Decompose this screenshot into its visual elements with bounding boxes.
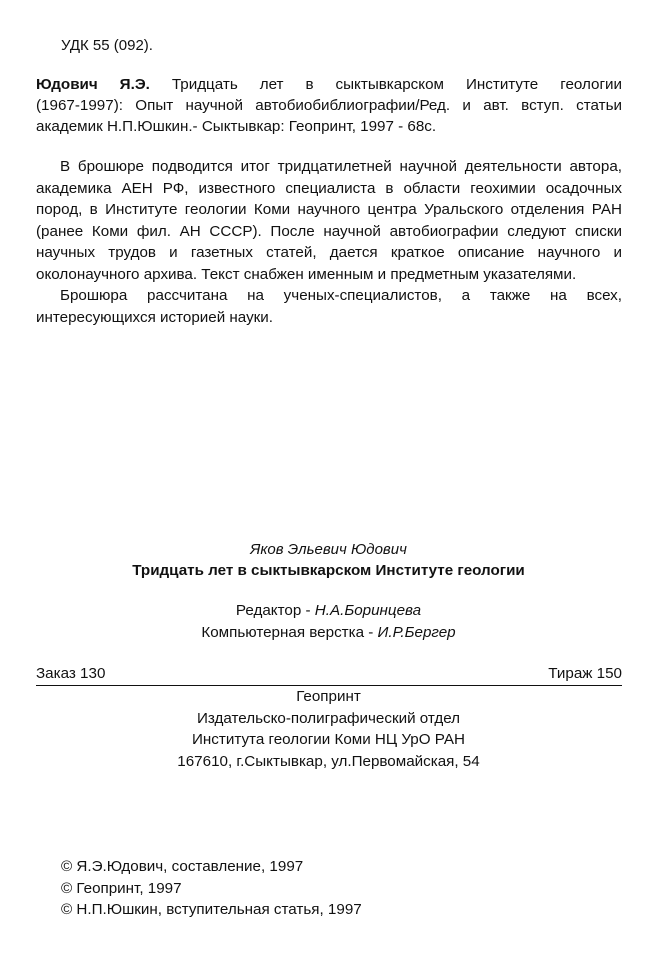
bibliographic-line-3: академик Н.П.Юшкин.- Сыктывкар: Геопринт, 1997 - 68с. <box>36 118 437 135</box>
publisher-department-line-1: Издательско-полиграфический отдел <box>196 709 461 727</box>
publisher-department-line-2: Института геологии Коми НЦ УрО РАН <box>192 731 465 748</box>
abstract-paragraph-1: В брошюре подводится итог тридцатилетней научной деятельности автора, академика АЕН РФ, известного специалиста в области геохимии осадочных пород, в Институте геологии Коми научного центра Уральского отделения РАН (ранее Коми фил. АН СССР). После научной автобиографии следуют списки научных трудов и газетных статей, дается краткое описание научного и околонаучного архива. Текст снабжен именным и предметным указателями. <box>36 158 622 283</box>
credits <box>0 600 657 644</box>
publisher-address: 167610, г.Сыктывкар, ул.Первомайская, 54 <box>177 752 480 770</box>
copyright-line: © Геопринт, 1997 <box>61 879 182 897</box>
colophon <box>0 540 657 582</box>
publisher-name: Геопринт <box>296 688 361 705</box>
print-run: Тираж 150 <box>548 665 622 682</box>
copyright-line: © Я.Э.Юдович, составление, 1997 <box>61 858 304 875</box>
abstract-paragraph-2: Брошюра рассчитана на ученых-специалистов, а также на всех, интересующихся историей науки. <box>36 287 622 326</box>
copyright-line: © Н.П.Юшкин, вступительная статья, 1997 <box>61 901 362 918</box>
udk-code: УДК 55 (092). <box>61 37 153 54</box>
publisher-info <box>0 686 657 772</box>
editor-name: Н.А.Боринцева <box>314 602 422 619</box>
abstract <box>36 156 622 328</box>
order-number: Заказ 130 <box>36 665 106 682</box>
layout-label: Компьютерная верстка - <box>201 624 378 641</box>
bibliographic-line-2: (1967-1997): Опыт научной автобиобиблиографии/Ред. и авт. вступ. статьи <box>36 97 622 114</box>
copyright-notices <box>61 856 362 921</box>
bibliographic-author: Юдович Я.Э. <box>36 76 150 93</box>
layout-name: И.Р.Бергер <box>377 624 456 641</box>
bibliographic-title: Тридцать лет в сыктывкарском Институте геологии <box>171 76 622 93</box>
colophon-author: Яков Эльевич Юдович <box>250 541 407 558</box>
colophon-book-title: Тридцать лет в сыктывкарском Институте геологии <box>132 562 525 579</box>
bibliographic-record <box>36 74 622 137</box>
bibliographic-title-line <box>36 74 622 95</box>
order-print-run-row <box>36 664 622 686</box>
editor-line <box>0 600 657 622</box>
layout-line <box>0 622 657 644</box>
editor-label: Редактор - <box>235 602 315 619</box>
